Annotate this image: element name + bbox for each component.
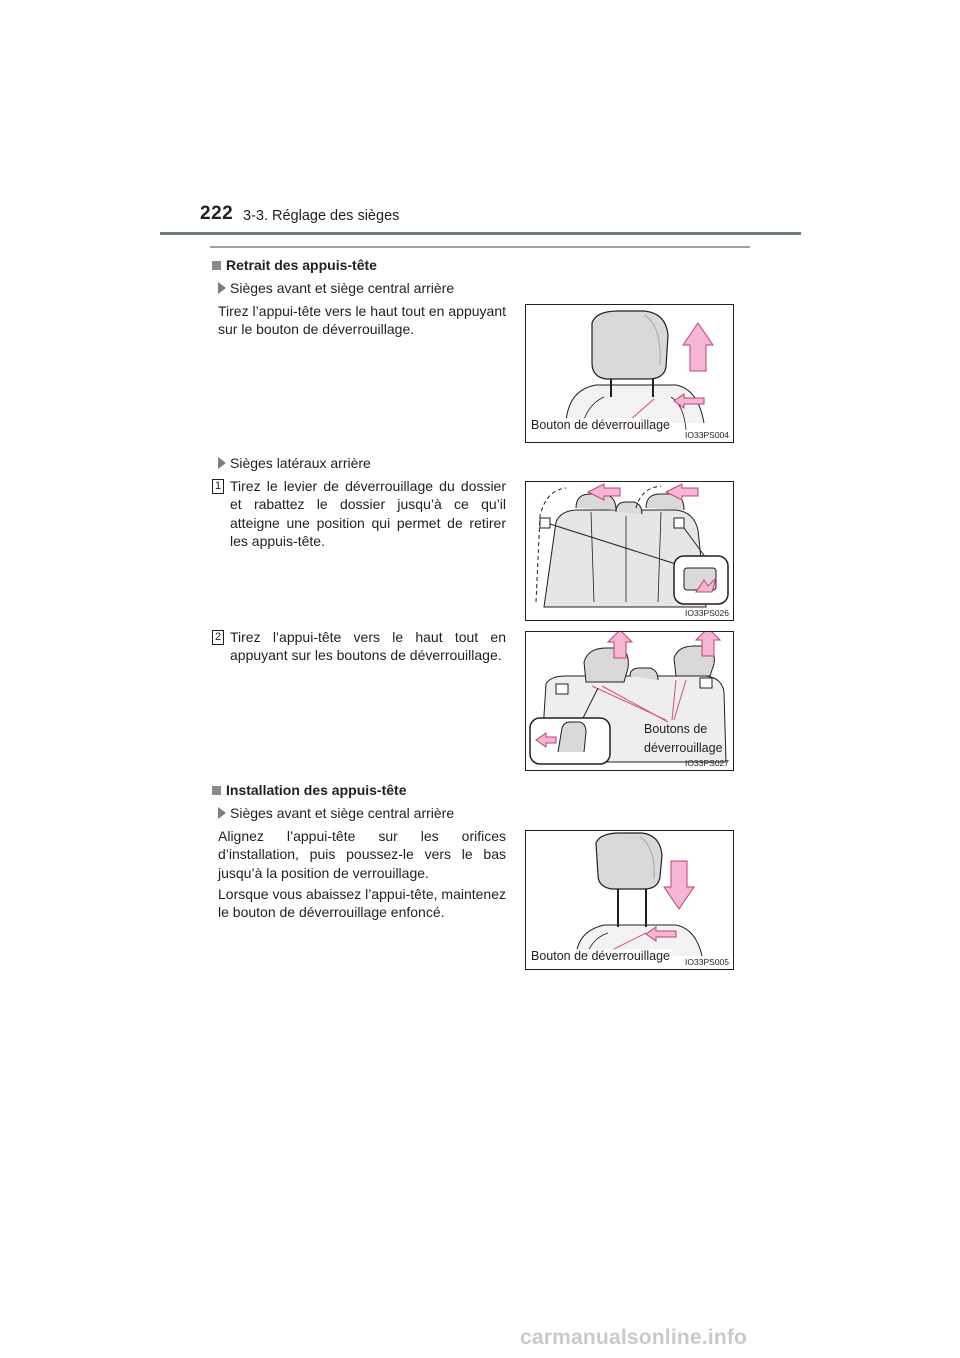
figure-label-release-button: Bouton de déverrouillage [531,418,670,432]
paragraph-install-2: Lorsque vous abaissez l’appui-tête, maintenez le bouton de déverrouillage enfoncé. [218,886,506,921]
watermark: carmanualsonline.info [520,1326,748,1349]
subheading-text: Sièges latéraux arrière [230,455,371,471]
square-bullet-icon [212,786,221,795]
rear-seat-fold-illustration [526,482,733,620]
square-bullet-icon [212,261,221,270]
paragraph-step-1: Tirez le levier de déverrouillage du dossier et rabattez le dossier jusqu’à ce qu’il atteigne une position qui permet de retirer les appuis-tête. [230,478,506,550]
section-title-text: Installation des appuis-tête [226,782,407,798]
step-number-1: 1 [212,479,224,494]
paragraph-install-1: Alignez l’appui-tête sur les orifices d’installation, puis poussez-le vers le bas jusqu’à la position de verrouillage. [218,828,506,881]
triangle-bullet-icon [218,457,226,469]
triangle-bullet-icon [218,282,226,294]
figure-front-headrest-removal [525,304,734,443]
figure-code: IO33PS027 [685,758,729,768]
figure-code: IO33PS004 [685,430,729,440]
header-rule [160,232,801,235]
paragraph-step-2: Tirez l’appui-tête vers le haut tout en appuyant sur les boutons de déverrouillage. [230,629,506,664]
chapter-title: 3-3. Réglage des sièges [243,208,400,224]
subheading-front-removal [218,280,454,296]
figure-code: IO33PS026 [685,608,729,618]
figure-label-release-buttons-line1: Boutons de [644,722,708,736]
figure-front-headrest-install [525,830,734,970]
subheading-front-install [218,805,454,821]
paragraph-front-removal: Tirez l’appui-tête vers le haut tout en appuyant sur le bouton de déverrouillage. [218,303,506,338]
section-title-install [212,782,406,798]
figure-rear-seatback-fold [525,481,734,621]
figure-rear-headrest-removal [525,631,734,771]
subheading-rear-side [218,455,371,471]
figure-label-release-button: Bouton de déverrouillage [531,949,670,963]
header-subrule [210,246,750,248]
triangle-bullet-icon [218,807,226,819]
step-number-2: 2 [212,630,224,645]
subheading-text: Sièges avant et siège central arrière [230,280,455,296]
section-title-removal [212,257,377,273]
page-number: 222 [200,203,234,224]
subheading-text: Sièges avant et siège central arrière [230,805,455,821]
figure-code: IO33PS005 [685,957,729,967]
section-title-text: Retrait des appuis-tête [226,257,377,273]
figure-label-release-buttons-line2: déverrouillage [644,741,723,755]
